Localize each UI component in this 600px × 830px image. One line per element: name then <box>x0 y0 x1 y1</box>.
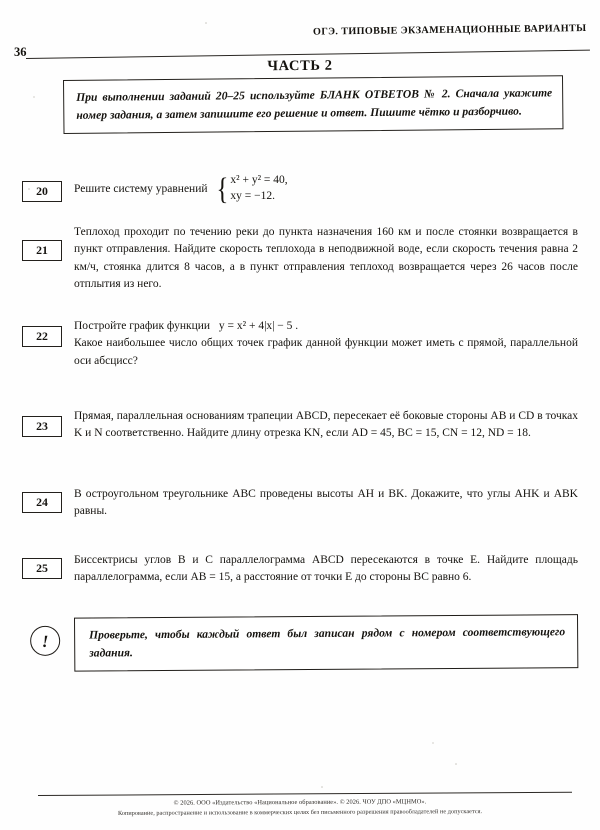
scan-speck <box>33 96 35 98</box>
footer-copyright-line: © 2026. ООО «Издательство «Национальное образование». © 2026. ЧОУ ДПО «МЦНМО». <box>173 798 427 807</box>
scan-speck <box>321 786 323 788</box>
task-20-body <box>74 170 578 206</box>
task-25-body: Биссектрисы углов B и C параллелограмма ABCD пересекаются в точке E. Найдите площадь параллелограмма, если AB = 15, а расстояние от точки E до стороны BC равно 6. <box>74 554 578 584</box>
task-number-23: 23 <box>22 416 62 437</box>
task-20-lead: Решите систему уравнений <box>74 182 208 195</box>
task-number-21: 21 <box>22 240 62 261</box>
task-number-20: 20 <box>22 181 62 202</box>
check-note-box <box>74 614 578 672</box>
page-number: 36 <box>14 45 27 59</box>
check-note <box>22 614 578 672</box>
scan-speck <box>28 188 30 190</box>
task-21 <box>22 224 578 293</box>
task-23 <box>22 408 578 443</box>
part-title: ЧАСТЬ 2 <box>267 57 333 75</box>
task-22-question: Какое наибольшее число общих точек график данной функции может иметь с прямой, параллельной оси абсцисс? <box>74 337 578 367</box>
footer <box>0 796 600 819</box>
task-21-body: Теплоход проходит по течению реки до пункта назначения 160 км и после стоянки возвращается в пункт отправления. Найдите скорость теплохода в неподвижной воде, если скорость течения равна 2 км/ч, стоянка длится 8 часов, а в пункт отправления теплоход возвращается через 26 часов после отплытия из него. <box>74 226 578 290</box>
task-number-24: 24 <box>22 492 62 513</box>
task-20 <box>22 170 578 206</box>
equation-line-2: xy = −12. <box>230 190 276 203</box>
scan-speck <box>205 22 207 24</box>
task-22-formula: y = x² + 4|x| − 5 . <box>218 320 299 332</box>
instruction-text: При выполнении заданий 20–25 используйте БЛАНК ОТВЕТОВ № 2. Сначала укажите номер задания, а затем запишите его решение и ответ. Пишите чётко и разборчиво. <box>76 86 553 122</box>
task-number-22: 22 <box>22 326 62 347</box>
brace-glyph: { <box>216 170 228 206</box>
footer-rule <box>38 792 572 796</box>
check-note-text: Проверьте, чтобы каждый ответ был записан рядом с номером соответствующего задания. <box>89 625 566 660</box>
running-head: ОГЭ. ТИПОВЫЕ ЭКЗАМЕНАЦИОННЫЕ ВАРИАНТЫ <box>312 23 587 38</box>
task-22-lead: Постройте график функции <box>74 320 211 332</box>
equation-line-1: x² + y² = 40, <box>230 174 288 186</box>
task-number-25: 25 <box>22 558 62 579</box>
scan-speck <box>455 763 457 765</box>
system-of-equations <box>215 172 288 205</box>
exclamation-icon: ! <box>30 626 60 656</box>
scan-speck <box>432 742 434 744</box>
task-24 <box>22 486 578 521</box>
footer-notice-line: Копирование, распространение и использование в коммерческих целях без письменного разрешения правообладателей не допускается. <box>117 808 483 818</box>
task-22-body <box>74 318 578 370</box>
task-25 <box>22 552 578 587</box>
task-22 <box>22 318 578 370</box>
instruction-box <box>63 75 563 134</box>
task-24-body: В остроугольном треугольнике ABC проведены высоты AH и BK. Докажите, что углы AHK и ABK равны. <box>74 488 578 518</box>
task-23-body: Прямая, параллельная основаниям трапеции ABCD, пересекает её боковые стороны AB и CD в точках K и N соответственно. Найдите длину отрезка KN, если AD = 45, BC = 15, CN = 12, ND = 18. <box>74 410 578 440</box>
